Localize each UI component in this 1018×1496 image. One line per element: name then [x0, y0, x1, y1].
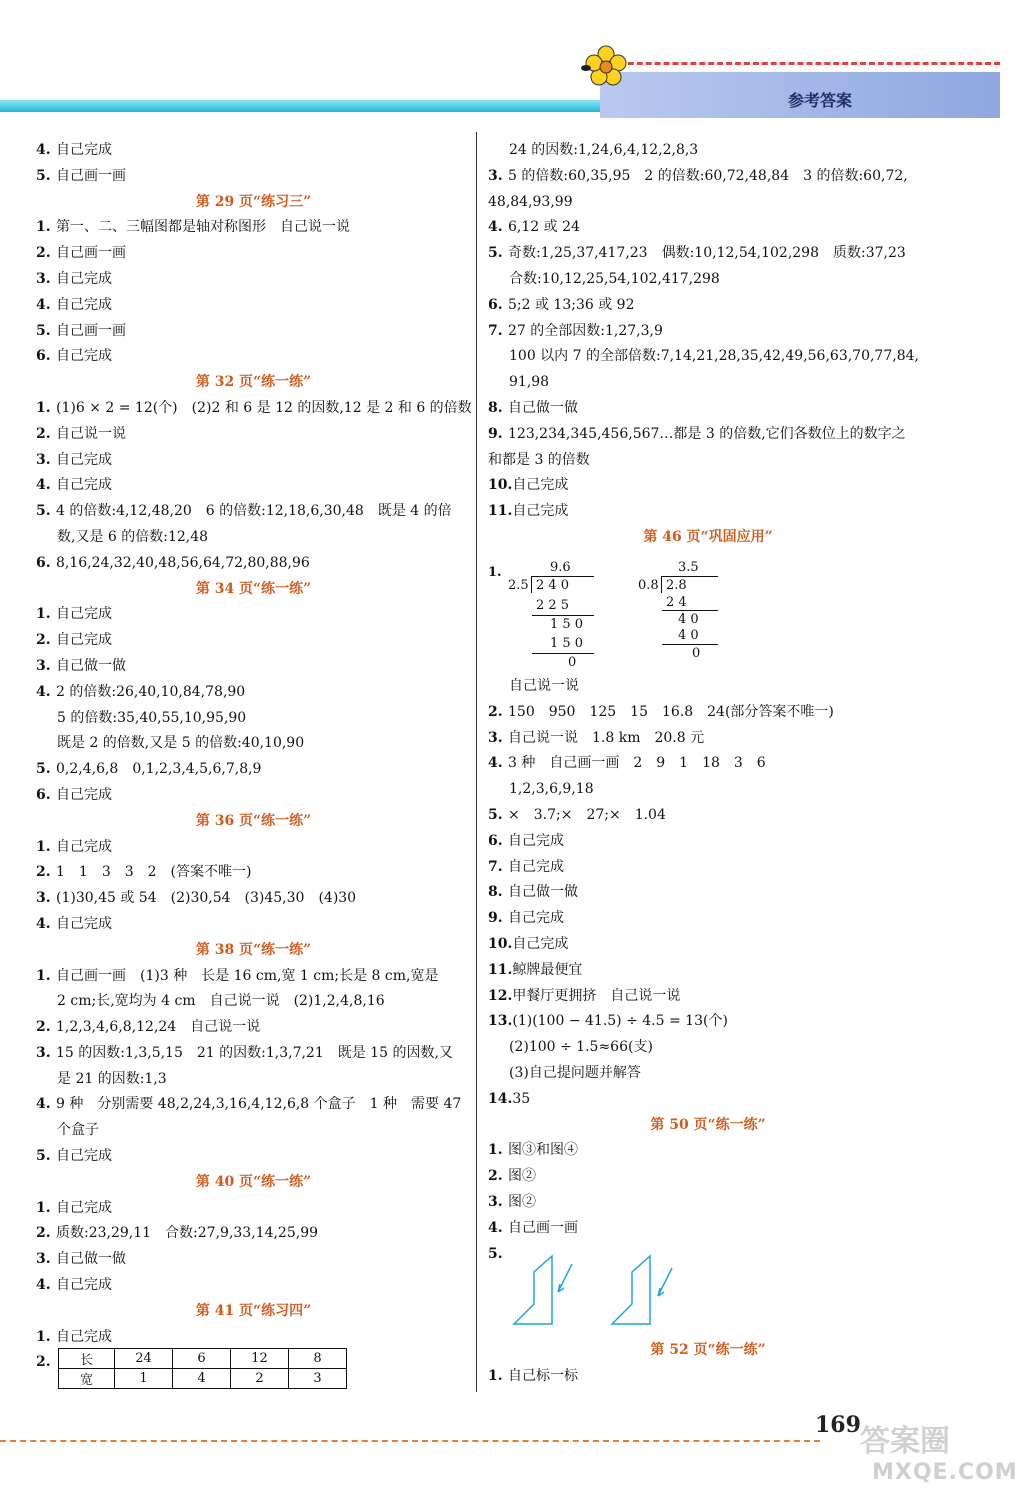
subtract-line-2	[532, 653, 594, 654]
answer-text: (1)30,45 或 54 (2)30,54 (3)45,30 (4)30	[56, 890, 357, 907]
item-number: 1.	[36, 967, 51, 984]
long-division-2	[640, 560, 730, 660]
answer-item	[36, 1325, 471, 1351]
answer-item	[488, 1190, 928, 1216]
answer-text: 数,又是 6 的倍数:12,48	[57, 528, 209, 545]
answer-text: 自己完成	[56, 1199, 112, 1216]
answer-item	[488, 803, 928, 829]
answer-item	[36, 215, 471, 241]
dividend: 2 4 0	[536, 578, 570, 593]
row-header: 宽	[59, 1369, 115, 1389]
answer-text: 自己完成	[56, 606, 112, 623]
item-number: 3.	[36, 451, 51, 468]
item-number: 5.	[36, 761, 51, 778]
answer-continuation	[488, 138, 928, 164]
answer-text: 自己说一说	[509, 678, 579, 694]
item-number: 4.	[488, 219, 503, 236]
answer-text: × 3.7;× 27;× 1.04	[508, 806, 666, 823]
answer-item	[488, 726, 928, 752]
item-number: 1.	[488, 1367, 503, 1384]
answer-item	[488, 1216, 928, 1242]
answer-text: 1,2,3,6,9,18	[509, 781, 594, 798]
answer-item	[36, 1015, 471, 1041]
answer-text: 自己做一做	[508, 399, 578, 416]
long-division-1	[488, 560, 598, 675]
division-item-label: 1.	[488, 565, 502, 580]
answer-item	[36, 602, 471, 628]
answer-continuation	[36, 1067, 471, 1093]
subtract-2: 1 5 0	[550, 636, 584, 651]
answer-text: 5 的倍数:35,40,55,10,95,90	[57, 709, 247, 726]
answer-text: 自己画一画	[56, 322, 126, 339]
item-number: 4.	[36, 1096, 51, 1113]
answer-text: 自己完成	[508, 910, 564, 927]
divisor: 2.5	[508, 578, 529, 593]
answer-text: 自己完成	[56, 477, 112, 494]
answer-item	[36, 860, 471, 886]
row-header: 长	[59, 1349, 115, 1369]
item-number: 7.	[488, 858, 503, 875]
table-cell: 2	[231, 1369, 289, 1389]
item-number: 2.	[488, 1168, 503, 1185]
answer-text: 100 以内 7 的全部倍数:7,14,21,28,35,42,49,56,63,70,77,84,	[509, 348, 919, 365]
answer-item	[488, 855, 928, 881]
answer-text: 8,16,24,32,40,48,56,64,72,80,88,96	[56, 554, 310, 571]
answer-continuation	[36, 706, 471, 732]
item-number: 8.	[488, 399, 503, 416]
answer-text: 0,2,4,6,8 0,1,2,3,4,5,6,7,8,9	[56, 761, 262, 778]
item-number: 4.	[36, 296, 51, 313]
answer-text: 自己完成	[56, 270, 112, 287]
answer-text: (3)自己提问题并解答	[509, 1064, 641, 1081]
item-number: 2.	[36, 864, 51, 881]
page-number: 169	[815, 1412, 861, 1438]
item-number: 10.	[488, 477, 513, 494]
header-dash-line	[610, 62, 1000, 65]
item-number: 4.	[36, 683, 51, 700]
answer-item	[36, 1196, 471, 1222]
item-number: 4.	[36, 477, 51, 494]
column-divider	[476, 132, 477, 1392]
answer-text: 91,98	[509, 374, 550, 391]
answer-item	[488, 396, 928, 422]
answer-item	[488, 958, 928, 984]
item-number: 1.	[36, 1328, 51, 1345]
answer-text: 自己完成	[508, 858, 564, 875]
answer-text: 6,12 或 24	[508, 219, 580, 236]
item-number: 5.	[488, 806, 503, 823]
table-cell: 12	[231, 1349, 289, 1369]
subtract-1: 2 4	[666, 595, 687, 610]
item-number: 3.	[36, 657, 51, 674]
answer-item	[36, 680, 471, 706]
answer-text: 150 950 125 15 16.8 24(部分答案不唯一)	[508, 703, 834, 720]
answer-item	[488, 319, 928, 345]
answer-text: (1)6 × 2 = 12(个) (2)2 和 6 是 12 的因数,12 是 2 和 6 的倍数	[56, 399, 472, 416]
answer-item	[36, 241, 471, 267]
watermark-url: MXQE.COM	[872, 1460, 1018, 1485]
answer-text: 第一、二、三幅图都是轴对称图形 自己说一说	[56, 219, 350, 236]
item-number: 6.	[36, 786, 51, 803]
answer-text: 自己完成	[56, 632, 112, 649]
remainder-1: 1 5 0	[550, 617, 584, 632]
answer-item	[488, 164, 928, 190]
page-header-title: 参考答案	[788, 91, 853, 110]
answer-item	[36, 628, 471, 654]
answer-item	[36, 473, 471, 499]
table-row	[59, 1349, 347, 1369]
answer-item	[488, 1009, 928, 1035]
answer-text: 5;2 或 13;36 或 92	[508, 296, 635, 313]
answer-text: 自己说一说 1.8 km 20.8 元	[508, 729, 705, 746]
section-heading: 第 32 页“练一练”	[195, 374, 312, 391]
answer-text: 自己完成	[56, 296, 112, 313]
section-heading: 第 50 页“练一练”	[650, 1116, 766, 1133]
answer-text: 自己说一说	[56, 425, 126, 442]
remainder-2: 0	[692, 646, 701, 661]
answer-item	[36, 886, 471, 912]
answer-text: 自己完成	[56, 1277, 112, 1294]
answer-text: 个盒子	[57, 1122, 99, 1139]
answer-text: 自己标一标	[508, 1367, 578, 1384]
answer-continuation	[488, 1035, 928, 1061]
answer-text: 35	[512, 1090, 531, 1107]
table-cell: 3	[289, 1369, 347, 1389]
item-number: 8.	[488, 884, 503, 901]
section-heading: 第 40 页“练一练”	[195, 1173, 312, 1190]
answer-text: 自己做一做	[56, 1251, 126, 1268]
answer-continuation	[488, 267, 928, 293]
section-heading: 第 38 页“练一练”	[195, 941, 312, 958]
answer-item	[488, 751, 928, 777]
right-column-bottom	[488, 674, 928, 1267]
answer-item	[36, 654, 471, 680]
item-number: 6.	[36, 554, 51, 571]
answer-item	[488, 241, 928, 267]
item-number: 2.	[36, 425, 51, 442]
answer-text: 奇数:1,25,37,417,23 偶数:10,12,54,102,298 质数:37,23	[508, 245, 906, 262]
answer-continuation	[36, 731, 471, 757]
item-number: 12.	[488, 987, 513, 1004]
answer-text: (1)(100 − 41.5) ÷ 4.5 = 13(个)	[512, 1013, 728, 1030]
answer-text: 4 的倍数:4,12,48,20 6 的倍数:12,18,6,30,48 既是 4 的倍	[56, 503, 452, 520]
table-cell: 4	[173, 1369, 231, 1389]
answer-text: 自己完成	[512, 477, 569, 494]
answer-continuation	[488, 190, 928, 216]
answer-item	[36, 396, 471, 422]
item-number: 2.	[36, 1225, 51, 1242]
answer-item	[36, 1092, 471, 1118]
answer-text: 9 种 分别需要 48,2,24,3,16,4,12,6,8 个盒子 1 种 需要 47	[56, 1096, 462, 1113]
item-number: 6.	[36, 348, 51, 365]
answer-item	[36, 551, 471, 577]
subtract-line-1	[532, 615, 594, 616]
item-number: 10.	[488, 935, 513, 952]
answer-text: 自己完成	[56, 348, 112, 365]
item-number: 3.	[488, 167, 503, 184]
answer-item	[488, 422, 928, 448]
remainder-1: 4 0	[678, 612, 699, 627]
answer-text: 1,2,3,4,6,8,12,24 自己说一说	[56, 1019, 261, 1036]
item-number: 1.	[36, 1199, 51, 1216]
answer-text: 自己画一画	[508, 1219, 578, 1236]
section-heading: 第 34 页“练一练”	[195, 580, 312, 597]
section-heading: 第 46 页“巩固应用”	[643, 528, 773, 545]
dividend: 2.8	[666, 578, 687, 593]
answer-text: 合数:10,12,25,54,102,417,298	[509, 270, 720, 287]
item-number: 1.	[36, 219, 51, 236]
item-number: 2.	[36, 245, 51, 262]
answer-item	[36, 835, 471, 861]
answer-continuation	[488, 448, 928, 474]
answer-continuation	[488, 1061, 928, 1087]
answer-item	[36, 499, 471, 525]
answer-text: 自己做一做	[508, 884, 578, 901]
remainder-2: 0	[568, 655, 577, 670]
answer-item	[488, 829, 928, 855]
table-cell: 8	[289, 1349, 347, 1369]
item-number: 14.	[488, 1090, 513, 1107]
answer-text: 自己完成	[56, 786, 112, 803]
answer-text: 既是 2 的倍数,又是 5 的倍数:40,10,90	[57, 735, 305, 752]
footer-dash-line	[0, 1440, 820, 1442]
answer-text: 自己完成	[512, 503, 569, 520]
answer-item	[36, 267, 471, 293]
subtract-2: 4 0	[678, 628, 699, 643]
answer-item	[488, 1364, 928, 1390]
quotient: 9.6	[550, 560, 571, 575]
item-number: 9.	[488, 425, 503, 442]
item-number: 5.	[488, 1245, 503, 1262]
item-number: 7.	[488, 322, 503, 339]
item-number: 3.	[36, 270, 51, 287]
section-heading: 第 36 页“练一练”	[195, 812, 312, 829]
division-bracket	[531, 576, 532, 593]
subtract-line-1	[662, 610, 718, 611]
answer-text: 27 的全部因数:1,27,3,9	[508, 322, 663, 339]
item-number: 5.	[36, 503, 51, 520]
answer-text: 自己完成	[56, 915, 112, 932]
answer-item	[488, 1087, 928, 1113]
answer-item	[488, 984, 928, 1010]
answer-text: 鲸牌最便宜	[512, 961, 583, 978]
section-heading: 第 52 页“练一练”	[650, 1342, 766, 1358]
answer-continuation	[488, 777, 928, 803]
answer-text: 图②	[508, 1168, 536, 1185]
answer-text: 2 cm;长,宽均为 4 cm 自己说一说 (2)1,2,4,8,16	[57, 993, 385, 1010]
answer-text: 自己完成	[56, 451, 112, 468]
answer-text: 图③和图④	[508, 1142, 578, 1159]
item-number: 4.	[36, 142, 51, 158]
item-number: 2.	[36, 1354, 51, 1371]
answer-text: 甲餐厅更拥挤 自己说一说	[512, 987, 681, 1004]
answer-item	[36, 344, 471, 370]
item-number: 4.	[36, 915, 51, 932]
answer-text: 1 1 3 3 2 (答案不唯一)	[56, 864, 252, 881]
item-number: 5.	[36, 1148, 51, 1165]
answer-item	[488, 932, 928, 958]
division-bar	[532, 576, 594, 577]
answer-item	[36, 1273, 471, 1299]
answer-item	[488, 293, 928, 319]
answer-item	[36, 138, 471, 164]
answer-item	[488, 906, 928, 932]
answer-text: 15 的因数:1,3,5,15 21 的因数:1,3,7,21 既是 15 的因数,又	[56, 1044, 453, 1061]
item-number: 6.	[488, 832, 503, 849]
item-number: 4.	[488, 755, 503, 772]
answer-text: 24 的因数:1,24,6,4,12,2,8,3	[509, 142, 699, 158]
item-number: 13.	[488, 1013, 513, 1030]
answer-item	[36, 319, 471, 345]
answer-item	[36, 422, 471, 448]
answer-item	[488, 880, 928, 906]
answer-continuation	[488, 344, 928, 370]
answer-item	[36, 1041, 471, 1067]
item-number: 3.	[36, 1251, 51, 1268]
answer-item	[36, 912, 471, 938]
section-heading: 第 29 页“练习三”	[195, 193, 312, 210]
answer-text: 自己做一做	[56, 657, 126, 674]
answer-text: 和都是 3 的倍数	[488, 451, 590, 468]
answer-text: 自己画一画 (1)3 种 长是 16 cm,宽 1 cm;长是 8 cm,宽是	[56, 967, 439, 984]
answer-text: 5 的倍数:60,35,95 2 的倍数:60,72,48,84 3 的倍数:60,72,	[508, 167, 908, 184]
answer-text: 48,84,93,99	[488, 193, 573, 210]
answer-item	[488, 473, 928, 499]
item-number: 5.	[36, 167, 51, 184]
answer-text: 质数:23,29,11 合数:27,9,33,14,25,99	[56, 1225, 319, 1242]
left-column	[36, 138, 471, 1376]
subtract-1: 2 2 5	[536, 598, 570, 613]
table-cell: 6	[173, 1349, 231, 1369]
division-bracket	[661, 576, 662, 593]
item-number: 11.	[488, 961, 513, 978]
item-number: 4.	[488, 1219, 503, 1236]
answer-text: 自己完成	[56, 1148, 112, 1165]
item-number: 2.	[488, 703, 503, 720]
division-bar	[662, 576, 718, 577]
answer-item	[36, 164, 471, 190]
item-number: 4.	[36, 1277, 51, 1294]
item-number: 3.	[488, 729, 503, 746]
answer-item	[36, 757, 471, 783]
answer-continuation	[488, 370, 928, 396]
subtract-line-2	[662, 644, 718, 645]
answer-text: 图②	[508, 1193, 536, 1210]
answer-text: 3 种 自己画一画 2 9 1 18 3 6	[508, 755, 766, 772]
answer-item	[488, 1138, 928, 1164]
item-number: 2.	[36, 1019, 51, 1036]
item-number: 1.	[36, 838, 51, 855]
item-number: 9.	[488, 910, 503, 927]
item-number: 6.	[488, 296, 503, 313]
answer-item	[36, 1221, 471, 1247]
answer-item	[36, 964, 471, 990]
answer-item	[36, 448, 471, 474]
divisor: 0.8	[638, 578, 659, 593]
answer-continuation	[36, 989, 471, 1015]
item-number: 1.	[36, 399, 51, 416]
right-column-top	[488, 138, 928, 551]
answer-text: 自己完成	[512, 935, 569, 952]
table-cell: 1	[115, 1369, 173, 1389]
item-number: 3.	[36, 890, 51, 907]
answer-text: 是 21 的因数:1,3	[57, 1070, 167, 1087]
answer-text: 自己完成	[56, 1328, 112, 1345]
translation-figure	[508, 1252, 678, 1332]
flower-icon	[582, 44, 630, 92]
item-number: 11.	[488, 503, 513, 520]
item-number: 3.	[488, 1193, 503, 1210]
header-bar	[0, 100, 620, 112]
section-heading: 第 41 页“练习四”	[195, 1302, 312, 1319]
item-number: 1.	[36, 606, 51, 623]
item-number: 1.	[488, 1142, 503, 1159]
answer-item	[36, 293, 471, 319]
answer-continuation	[36, 1118, 471, 1144]
length-width-table	[58, 1348, 347, 1389]
answer-item	[488, 1164, 928, 1190]
item-number: 5.	[36, 322, 51, 339]
item-number: 3.	[36, 1044, 51, 1061]
answer-item	[36, 783, 471, 809]
answer-text: 2 的倍数:26,40,10,84,78,90	[56, 683, 246, 700]
answer-text: 自己完成	[56, 838, 112, 855]
answer-continuation	[488, 674, 928, 700]
quotient: 3.5	[678, 560, 699, 575]
answer-item	[36, 1247, 471, 1273]
right-column-tail	[488, 1338, 928, 1390]
answer-continuation	[36, 525, 471, 551]
table-cell: 24	[115, 1349, 173, 1369]
watermark-logo: 答案圈	[860, 1424, 950, 1459]
answer-text: (2)100 ÷ 1.5≈66(支)	[509, 1039, 653, 1056]
answer-item	[36, 1144, 471, 1170]
answer-text: 自己画一画	[56, 245, 126, 262]
item-number: 5.	[488, 245, 503, 262]
table-row	[59, 1369, 347, 1389]
answer-item	[488, 700, 928, 726]
answer-text: 自己画一画	[56, 167, 126, 184]
answer-text: 自己完成	[56, 142, 112, 158]
answer-text: 自己完成	[508, 832, 564, 849]
answer-item	[488, 499, 928, 525]
item-number: 2.	[36, 632, 51, 649]
answer-item	[488, 215, 928, 241]
answer-text: 123,234,345,456,567…都是 3 的倍数,它们各数位上的数字之	[508, 425, 906, 442]
